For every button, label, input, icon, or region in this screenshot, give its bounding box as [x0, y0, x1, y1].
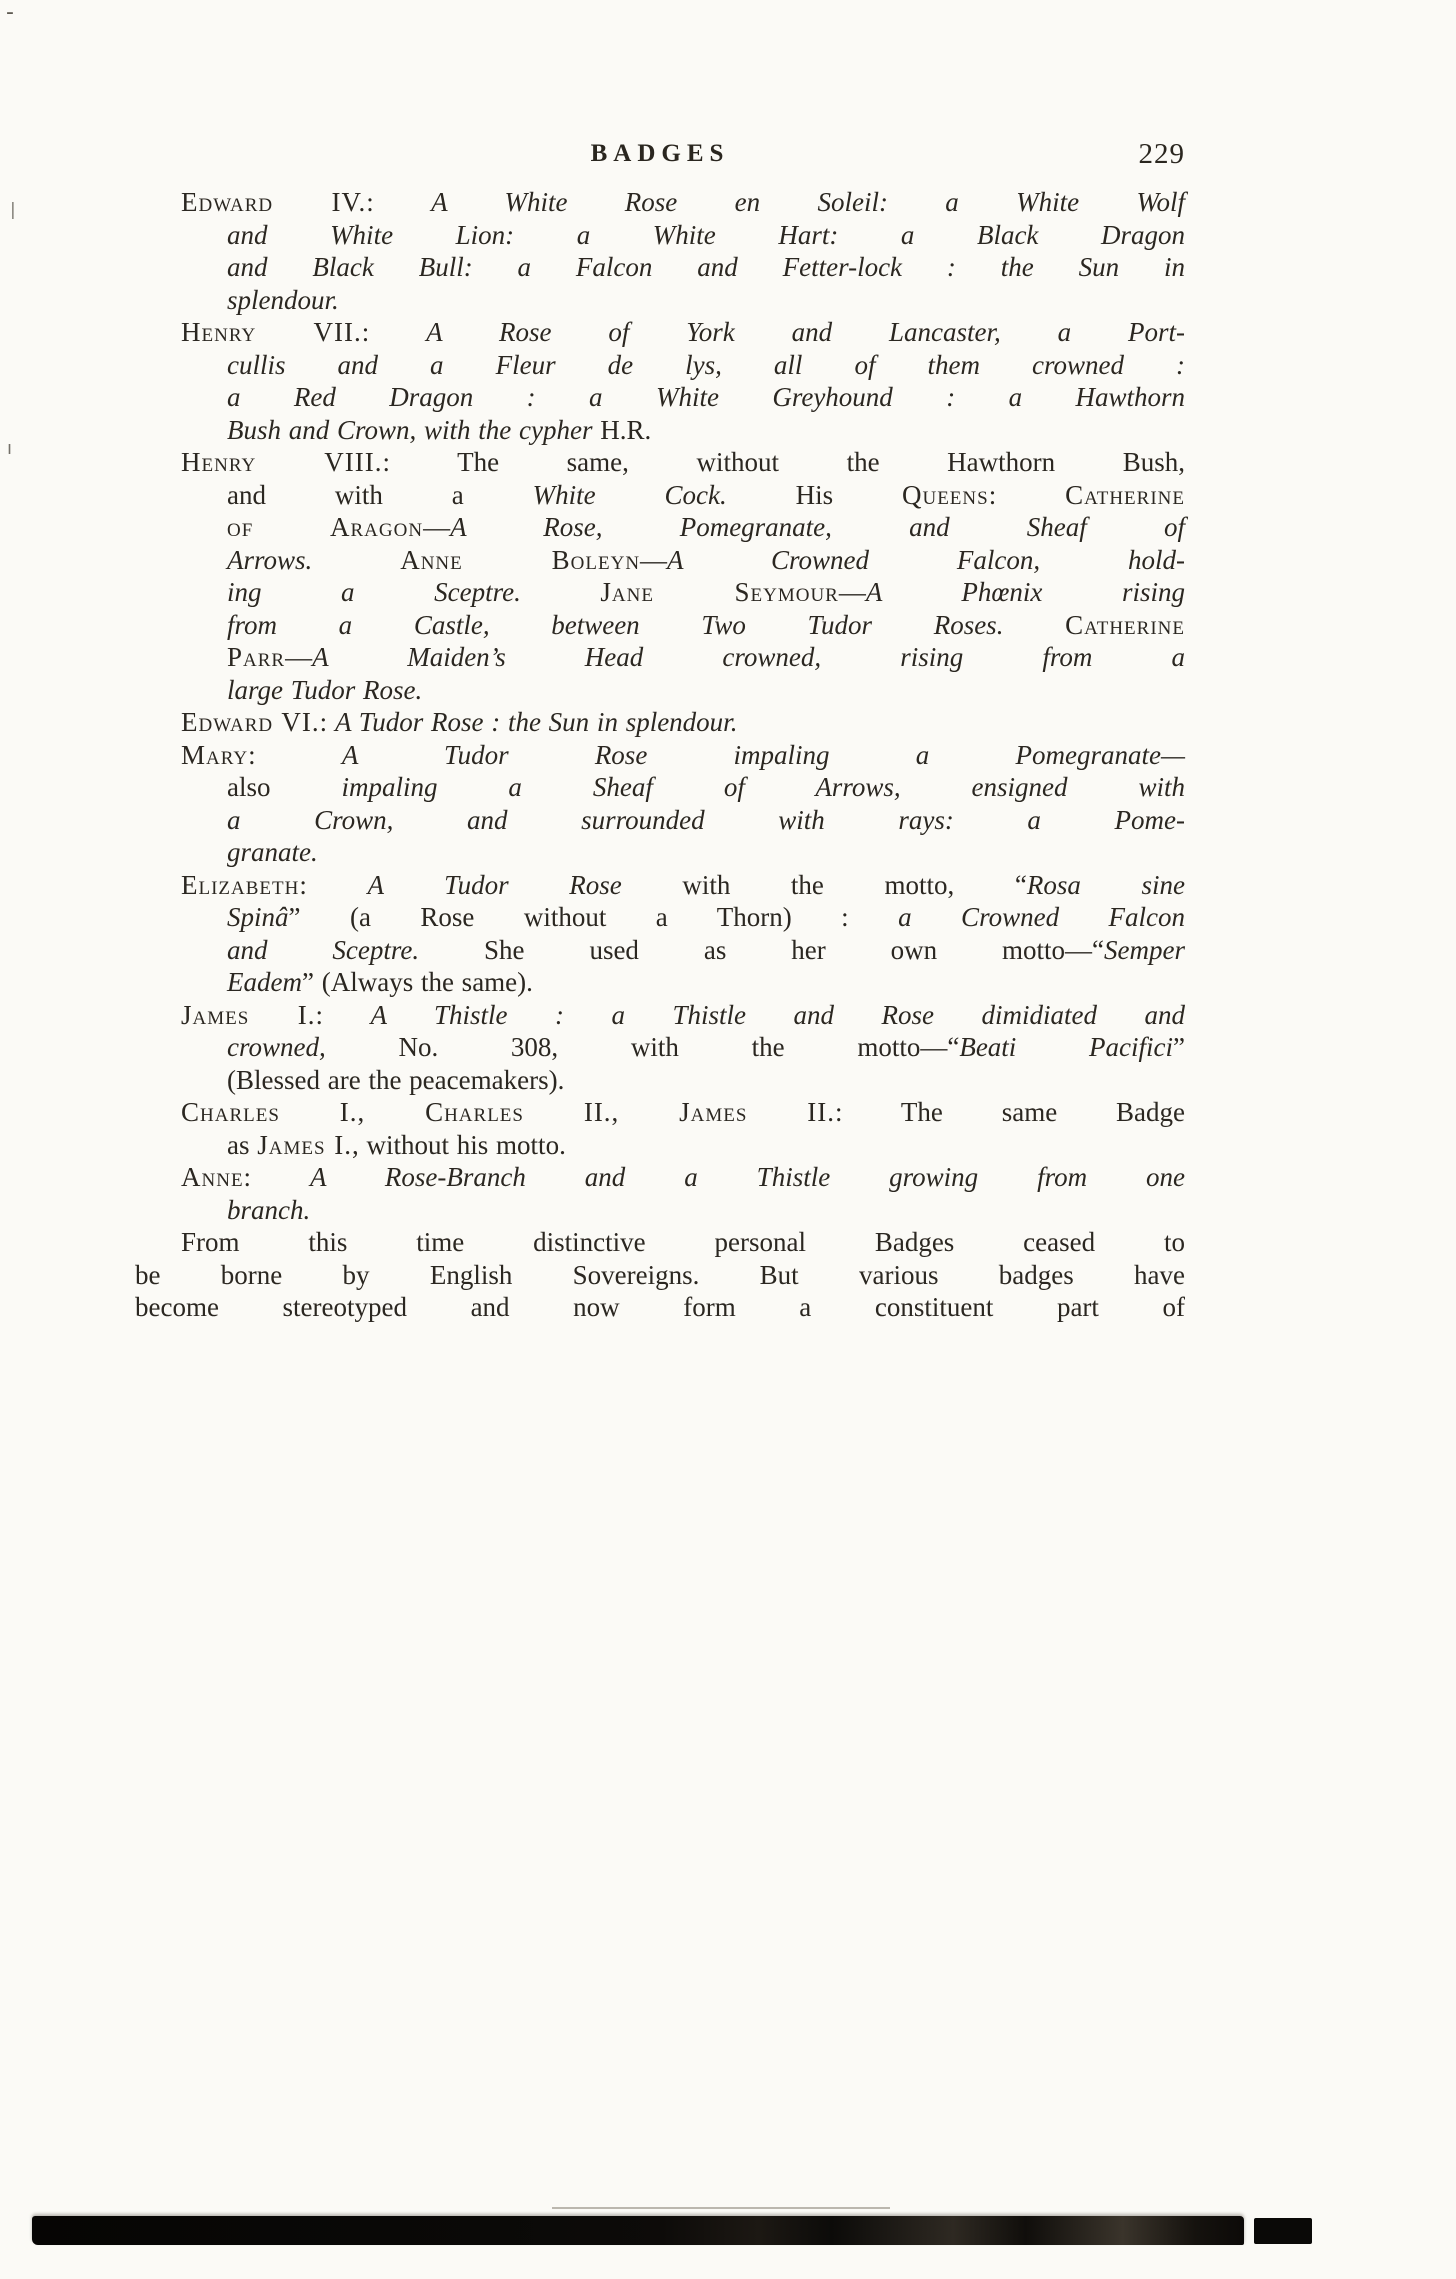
- text-line: [227, 251, 1185, 284]
- text-segment: large Tudor Rose.: [227, 674, 423, 705]
- text-segment: : The same, without the Hawthorn Bush,: [382, 447, 1185, 477]
- text-line: [227, 219, 1185, 252]
- entry-elizabeth: [135, 869, 1185, 999]
- text-line: [135, 1259, 1185, 1292]
- text-segment: :: [299, 869, 368, 900]
- text-line: [227, 641, 1185, 674]
- text-segment: A Tudor Rose impaling a Pomegranate—: [341, 739, 1185, 770]
- text-segment: Catherine: [1065, 479, 1185, 510]
- text-line: [181, 869, 1185, 902]
- text-segment: : The same Badge: [835, 1097, 1185, 1127]
- text-segment: :: [243, 1162, 310, 1192]
- text-segment: A Rose, Pomegranate, and Sheaf of: [450, 512, 1185, 542]
- text-segment: A Thistle : a Thistle and Rose dimidiated and: [370, 999, 1185, 1030]
- text-line: [181, 446, 1185, 479]
- text-segment: of Aragon: [227, 512, 424, 542]
- text-line: [181, 706, 1185, 739]
- text-line: [227, 284, 1185, 317]
- text-segment: Rosa sine: [1026, 869, 1185, 900]
- text-line: [227, 1031, 1185, 1064]
- text-segment: a Red Dragon : a White Greyhound : a Hawthorn: [227, 382, 1185, 412]
- text-line: [181, 739, 1185, 772]
- text-segment: with the motto, “: [621, 869, 1027, 900]
- text-segment: :: [315, 999, 371, 1030]
- page-header: [135, 140, 1185, 176]
- text-segment: (Blessed are the peacemakers).: [227, 1064, 565, 1095]
- text-segment: impaling a Sheaf of Arrows, ensigned with: [341, 772, 1186, 802]
- text-segment: Parr: [227, 642, 286, 672]
- text-segment: A Rose of York and Lancaster, a Port-: [426, 317, 1185, 347]
- text-line: [227, 1129, 1185, 1162]
- text-segment: Henry VII.: [181, 317, 362, 347]
- text-block: [135, 186, 1185, 1324]
- text-segment: [521, 577, 601, 607]
- entry-mary: [135, 739, 1185, 869]
- text-segment: :: [988, 479, 1066, 510]
- text-line: [227, 511, 1185, 544]
- text-segment: a Crowned Falcon: [898, 902, 1185, 932]
- text-segment: H.R.: [600, 414, 652, 445]
- text-line: [227, 576, 1185, 609]
- entry-charles-james: [135, 1096, 1185, 1161]
- text-segment: , without his motto.: [352, 1129, 566, 1160]
- text-segment: A Tudor Rose : the Sun in splendour.: [334, 707, 738, 737]
- text-segment: as: [227, 1129, 258, 1160]
- text-line: [181, 186, 1185, 219]
- text-line: [181, 1161, 1185, 1194]
- text-segment: Anne Boleyn: [400, 544, 641, 575]
- text-segment: ”: [1173, 1032, 1185, 1062]
- text-segment: become stereotyped and now form a constituent part of: [135, 1292, 1185, 1322]
- entry-henry-vii: [135, 316, 1185, 446]
- text-segment: His: [726, 479, 902, 510]
- text-segment: James I.: [257, 1129, 353, 1160]
- text-line: [181, 1226, 1185, 1259]
- text-segment: granate.: [227, 837, 318, 867]
- text-line: [227, 544, 1185, 577]
- text-line: [227, 966, 1185, 999]
- text-segment: a Crown, and surrounded with rays: a Pome-: [227, 804, 1185, 835]
- text-segment: A Tudor Rose: [367, 869, 622, 900]
- text-segment: and with a: [227, 479, 533, 510]
- text-segment: Arrows.: [227, 544, 313, 575]
- scan-mark: -: [6, 0, 14, 25]
- text-segment: :: [248, 739, 342, 770]
- scan-artifact-line: [552, 2207, 890, 2209]
- text-segment: A White Rose en Soleil: a White Wolf: [431, 187, 1185, 217]
- text-segment: Semper: [1104, 934, 1185, 965]
- text-line: [227, 1194, 1185, 1227]
- text-segment: Beati Pacifici: [959, 1032, 1173, 1062]
- text-segment: :: [366, 187, 432, 217]
- text-segment: —: [640, 544, 668, 575]
- text-segment: and Black Bull: a Falcon and Fetter-lock : the Sun in: [227, 252, 1185, 282]
- text-line: [227, 804, 1185, 837]
- text-line: [181, 316, 1185, 349]
- text-line: [227, 349, 1185, 382]
- text-segment: James I.: [181, 999, 316, 1030]
- entry-edward-vi: [135, 706, 1185, 739]
- text-segment: A Maiden’s Head crowned, rising from a: [312, 642, 1185, 672]
- text-segment: —: [285, 642, 313, 672]
- entry-edward-iv: [135, 186, 1185, 316]
- text-segment: and Sceptre.: [227, 934, 420, 965]
- text-segment: [312, 545, 400, 575]
- text-segment: Charles I., Charles II., James II.: [181, 1097, 836, 1127]
- text-segment: also: [227, 772, 342, 802]
- text-line: [227, 381, 1185, 414]
- text-segment: From this time distinctive personal Badges ceased to: [181, 1227, 1185, 1257]
- text-segment: A Crowned Falcon, hold-: [667, 544, 1186, 575]
- text-segment: A Rose-Branch and a Thistle growing from one: [309, 1162, 1185, 1192]
- text-segment: :: [361, 317, 427, 347]
- entry-anne: [135, 1161, 1185, 1226]
- text-segment: Jane Seymour: [600, 577, 839, 607]
- text-segment: Queens: [901, 479, 989, 510]
- text-segment: Edward IV.: [181, 187, 367, 217]
- text-segment: Mary: [181, 739, 249, 770]
- text-segment: Henry VIII.: [181, 447, 383, 477]
- text-segment: Elizabeth: [181, 869, 300, 900]
- text-segment: Bush and Crown, with the cypher: [227, 414, 601, 445]
- text-segment: branch.: [227, 1194, 311, 1225]
- running-head: BADGES: [590, 140, 730, 167]
- text-line: [227, 414, 1185, 447]
- text-segment: Edward VI.: [181, 707, 320, 737]
- text-segment: —: [838, 577, 866, 607]
- text-segment: from a Castle, between Two Tudor Roses.: [227, 609, 1004, 640]
- text-segment: ing a Sceptre.: [227, 577, 521, 607]
- text-line: [227, 674, 1185, 707]
- text-line: [227, 609, 1185, 642]
- text-segment: ” (a Rose without a Thorn) :: [288, 902, 899, 932]
- text-line: [227, 479, 1185, 512]
- text-segment: splendour.: [227, 284, 339, 315]
- page-number: 229: [1138, 138, 1185, 170]
- text-segment: White Cock.: [532, 479, 727, 510]
- text-segment: :: [319, 707, 335, 737]
- text-line: [181, 999, 1185, 1032]
- scan-artifact-bottom-bar: [32, 2216, 1244, 2245]
- text-segment: Eadem: [227, 967, 302, 997]
- text-segment: No. 308, with the motto—“: [325, 1032, 960, 1062]
- text-segment: —: [423, 512, 451, 542]
- closing-paragraph: [135, 1226, 1185, 1324]
- text-segment: ” (Always the same).: [301, 967, 533, 997]
- scan-artifact-bottom-bar-fragment: [1254, 2218, 1312, 2244]
- text-line: [227, 771, 1185, 804]
- text-segment: cullis and a Fleur de lys, all of them crowned :: [227, 349, 1185, 380]
- text-line: [227, 1064, 1185, 1097]
- scan-mark: |: [10, 200, 16, 220]
- text-line: [135, 1291, 1185, 1324]
- text-segment: Spinâ: [227, 902, 289, 932]
- text-line: [227, 901, 1185, 934]
- text-segment: Catherine: [1065, 609, 1185, 640]
- text-segment: crowned,: [227, 1032, 326, 1062]
- text-segment: [1003, 610, 1065, 640]
- text-segment: be borne by English Sovereigns. But various badges have: [135, 1259, 1185, 1290]
- scan-mark: ı: [7, 438, 13, 459]
- text-line: [181, 1096, 1185, 1129]
- text-line: [227, 836, 1185, 869]
- text-segment: and White Lion: a White Hart: a Black Dragon: [227, 219, 1185, 250]
- text-segment: Anne: [181, 1162, 244, 1192]
- entry-james-i: [135, 999, 1185, 1097]
- entry-henry-viii: [135, 446, 1185, 706]
- text-segment: A Phœnix rising: [865, 577, 1185, 607]
- text-line: [227, 934, 1185, 967]
- text-segment: She used as her own motto—“: [419, 934, 1105, 965]
